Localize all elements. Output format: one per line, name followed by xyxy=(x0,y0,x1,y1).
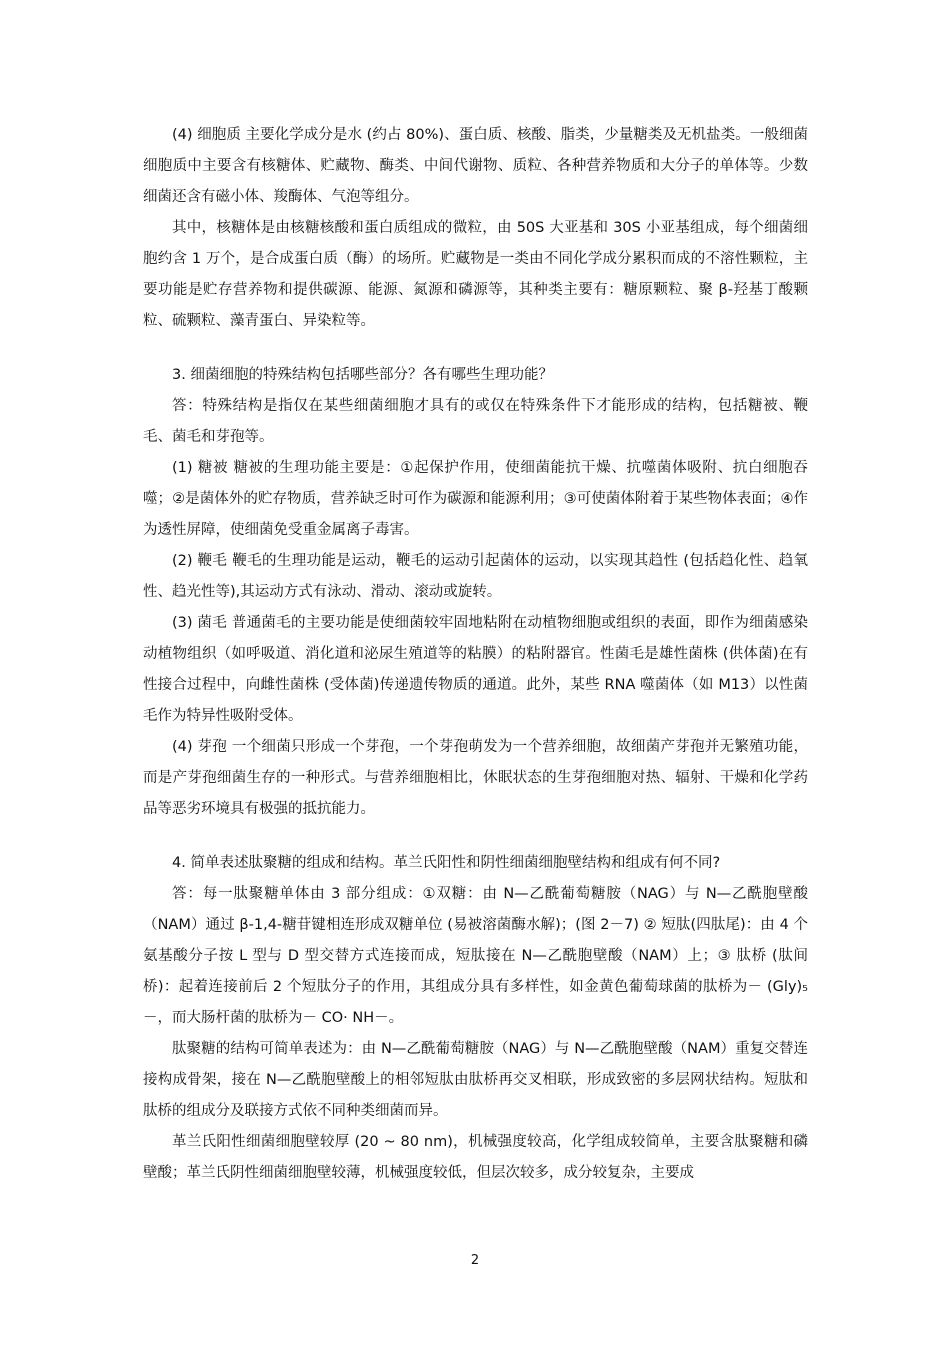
paragraph-pili: (3) 菌毛 普通菌毛的主要功能是使细菌较牢固地粘附在动植物细胞或组织的表面，即作为细菌感染动植物组织（如呼吸道、消化道和泌尿生殖道等的粘膜）的粘附器官。性菌毛是雄性菌株 (供体菌)在有性接合过程中，向雌性菌株 (受体菌)传递遗传物质的通道。此外，某些 RNA 噬菌体（如 M13）以性菌毛作为特异性吸附受体。 xyxy=(143,615,808,724)
answer-3-intro: 答：特殊结构是指仅在某些细菌细胞才具有的或仅在特殊条件下才能形成的结构，包括糖被、鞭毛、菌毛和芽孢等。 xyxy=(143,398,808,445)
page-number: 2 xyxy=(470,1253,480,1268)
paragraph-peptidoglycan-structure: 肽聚糖的结构可简单表述为：由 N—乙酰葡萄糖胺（NAG）与 N—乙酰胞壁酸（NAM）重复交替连接构成骨架，接在 N—乙酰胞壁酸上的相邻短肽由肽桥再交叉相联，形成致密的多层网状结构。短肽和肽桥的组成分及联接方式依不同种类细菌而异。 xyxy=(143,1041,808,1119)
question-3: 3. 细菌细胞的特殊结构包括哪些部分？各有哪些生理功能？ xyxy=(172,367,553,383)
answer-4-peptidoglycan: 答：每一肽聚糖单体由 3 部分组成：①双糖：由 N—乙酰葡萄糖胺（NAG）与 N—乙酰胞壁酸（NAM）通过 β-1,4-糖苷键相连形成双糖单位 (易被溶菌酶水解)；(图 2－7) ② 短肽(四肽尾)：由 4 个氨基酸分子按 L 型与 D 型交替方式连接而成，短肽接在 N—乙酰胞壁酸（NAM）上；③ 肽桥 (肽间桥)：起着连接前后 2 个短肽分子的作用，其组成分具有多样性，如金黄色葡萄球菌的肽桥为－ (Gly)₅－，而大肠杆菌的肽桥为－ CO· NH－。 xyxy=(143,886,808,1026)
paragraph-cytoplasm: (4) 细胞质 主要化学成分是水 (约占 80%)、蛋白质、核酸、脂类，少量糖类及无机盐类。一般细菌细胞质中主要含有核糖体、贮藏物、酶类、中间代谢物、质粒、各种营养物质和大分子的单体等。少数细菌还含有磁小体、羧酶体、气泡等组分。 xyxy=(143,127,808,205)
body-text xyxy=(143,120,808,1189)
paragraph-ribosome-storage: 其中，核糖体是由核糖核酸和蛋白质组成的微粒，由 50S 大亚基和 30S 小亚基组成，每个细菌细胞约含 1 万个，是合成蛋白质（酶）的场所。贮藏物是一类由不同化学成分累积而成的不溶性颗粒，主要功能是贮存营养物和提供碳源、能源、氮源和磷源等，其种类主要有：糖原颗粒、聚 β-羟基丁酸颗粒、硫颗粒、藻青蛋白、异染粒等。 xyxy=(143,220,808,329)
paragraph-flagella: (2) 鞭毛 鞭毛的生理功能是运动，鞭毛的运动引起菌体的运动，以实现其趋性 (包括趋化性、趋氧性、趋光性等),其运动方式有泳动、滑动、滚动或旋转。 xyxy=(143,553,808,600)
paragraph-gram-wall: 革兰氏阳性细菌细胞壁较厚 (20 ~ 80 nm)，机械强度较高，化学组成较简单，主要含肽聚糖和磷壁酸；革兰氏阴性细菌细胞壁较薄，机械强度较低，但层次较多，成分较复杂，主要成 xyxy=(143,1134,808,1181)
paragraph-spore: (4) 芽孢 一个细菌只形成一个芽孢，一个芽孢萌发为一个营养细胞，故细菌产芽孢并无繁殖功能，而是产芽孢细菌生存的一种形式。与营养细胞相比，休眠状态的生芽孢细胞对热、辐射、干燥和化学药品等恶劣环境具有极强的抵抗能力。 xyxy=(143,739,808,817)
question-4: 4. 简单表述肽聚糖的组成和结构。革兰氏阳性和阴性细菌细胞壁结构和组成有何不同? xyxy=(172,855,721,871)
paragraph-capsule: (1) 糖被 糖被的生理功能主要是：①起保护作用，使细菌能抗干燥、抗噬菌体吸附、抗白细胞吞噬；②是菌体外的贮存物质，营养缺乏时可作为碳源和能源利用；③可使菌体附着于某些物体表面；④作为透性屏障，使细菌免受重金属离子毒害。 xyxy=(143,460,808,538)
